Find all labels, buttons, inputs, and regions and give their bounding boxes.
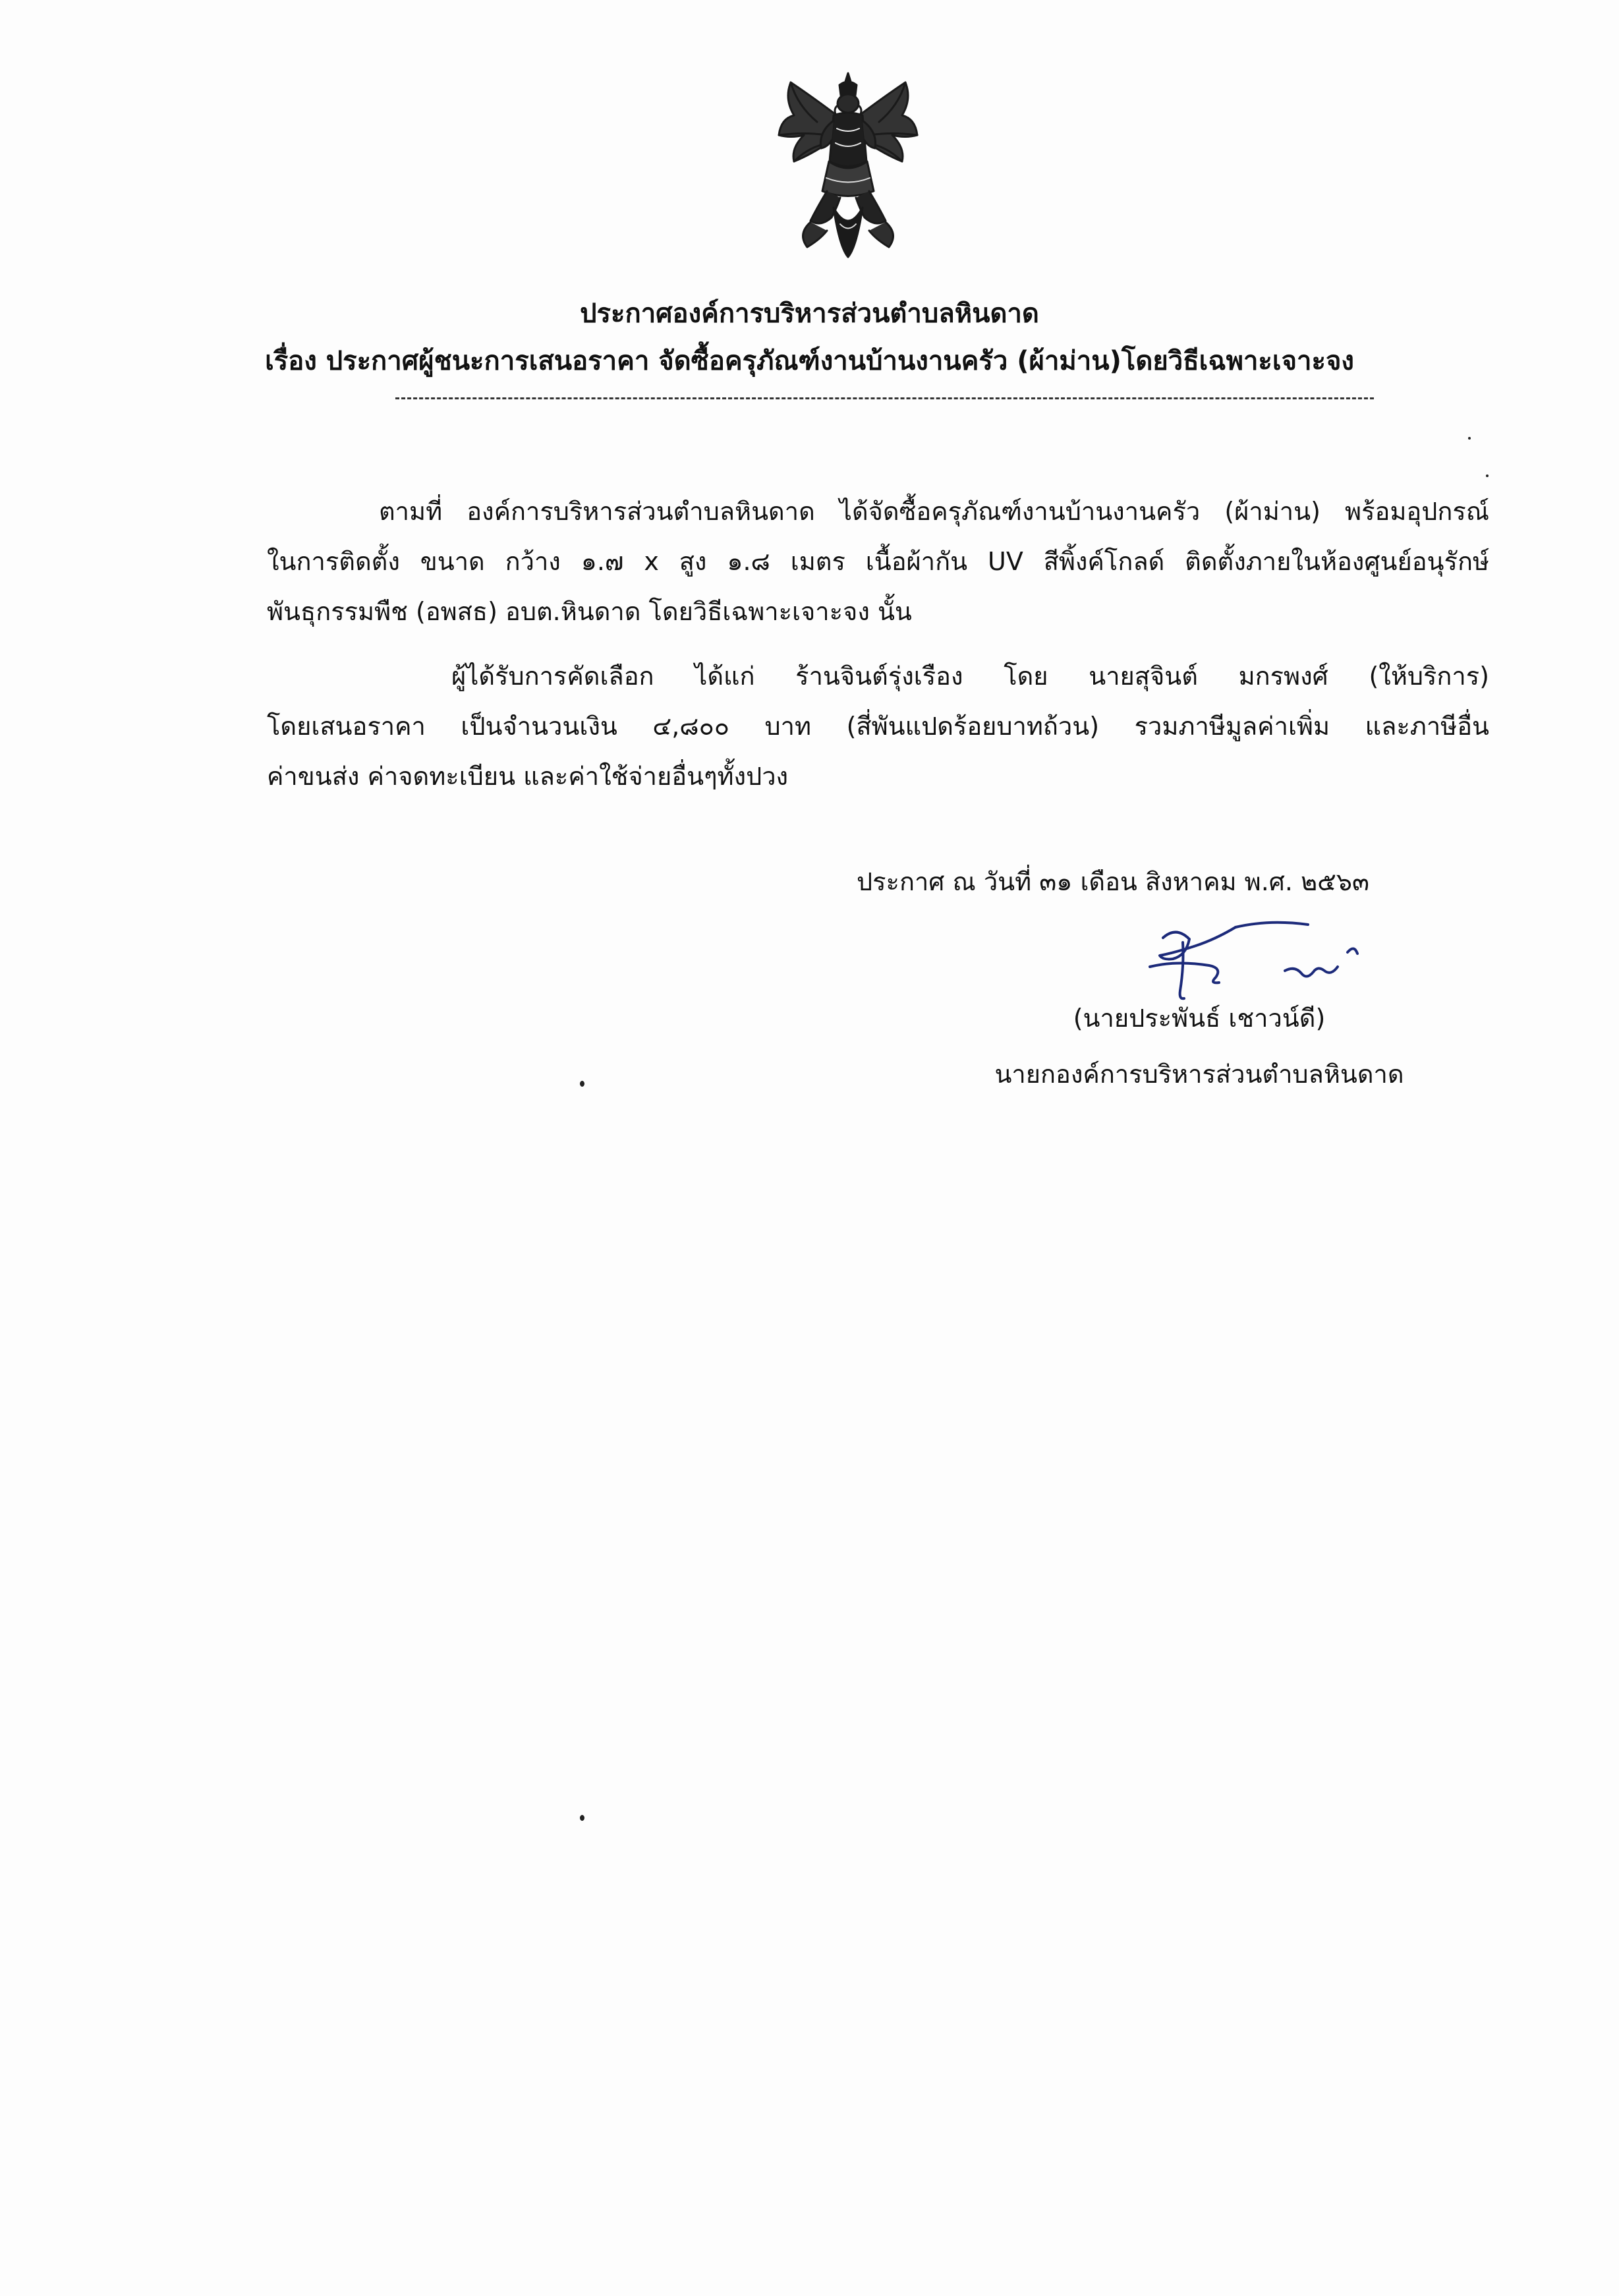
paragraph-line: โดยเสนอราคา เป็นจำนวนเงิน ๔,๘๐๐ บาท (สี่พันแปดร้อยบาทถ้วน) รวมภาษีมูลค่าเพิ่ม และภาษีอื่น	[267, 712, 1489, 741]
scan-speck	[580, 1081, 584, 1087]
paragraph-winner-details	[267, 651, 1489, 801]
announcement-title: ประกาศองค์การบริหารส่วนตำบลหินดาด	[580, 299, 1039, 329]
garuda-emblem-icon	[771, 69, 926, 260]
announcement-date: ประกาศ ณ วันที่ ๓๑ เดือน สิงหาคม พ.ศ. ๒๕๖๓	[857, 867, 1369, 896]
paragraph-procurement-details	[267, 486, 1489, 637]
title-divider	[395, 397, 1374, 399]
paragraph-line: ในการติดตั้ง ขนาด กว้าง ๑.๗ x สูง ๑.๘ เมตร เนื้อผ้ากัน UV สีพิ้งค์โกลด์ ติดตั้งภายในห้องศูนย์อนุรักษ์	[267, 547, 1489, 576]
paragraph-line: ผู้ได้รับการคัดเลือก ได้แก่ ร้านจินต์รุ่งเรือง โดย นายสุจินต์ มกรพงศ์ (ให้บริการ)	[451, 662, 1489, 691]
signer-name: (นายประพันธ์ เชาวน์ดี)	[1073, 1004, 1326, 1033]
paragraph-line: ค่าขนส่ง ค่าจดทะเบียน และค่าใช้จ่ายอื่นๆทั้งปวง	[267, 762, 789, 791]
announcement-subject: เรื่อง ประกาศผู้ชนะการเสนอราคา จัดซื้อครุภัณฑ์งานบ้านงานครัว (ผ้าม่าน)โดยวิธีเฉพาะเจาะจง	[265, 346, 1354, 376]
scan-speck	[1468, 437, 1471, 440]
scan-speck	[1486, 474, 1489, 477]
paragraph-line: พันธุกรรมพืช (อพสธ) อบต.หินดาด โดยวิธีเฉพาะเจาะจง นั้น	[267, 597, 912, 626]
signer-position: นายกองค์การบริหารส่วนตำบลหินดาด	[994, 1060, 1404, 1089]
scan-speck	[580, 1815, 584, 1821]
paragraph-line: ตามที่ องค์การบริหารส่วนตำบลหินดาด ได้จัดซื้อครุภัณฑ์งานบ้านงานครัว (ผ้าม่าน) พร้อมอุปกรณ์	[379, 497, 1489, 526]
